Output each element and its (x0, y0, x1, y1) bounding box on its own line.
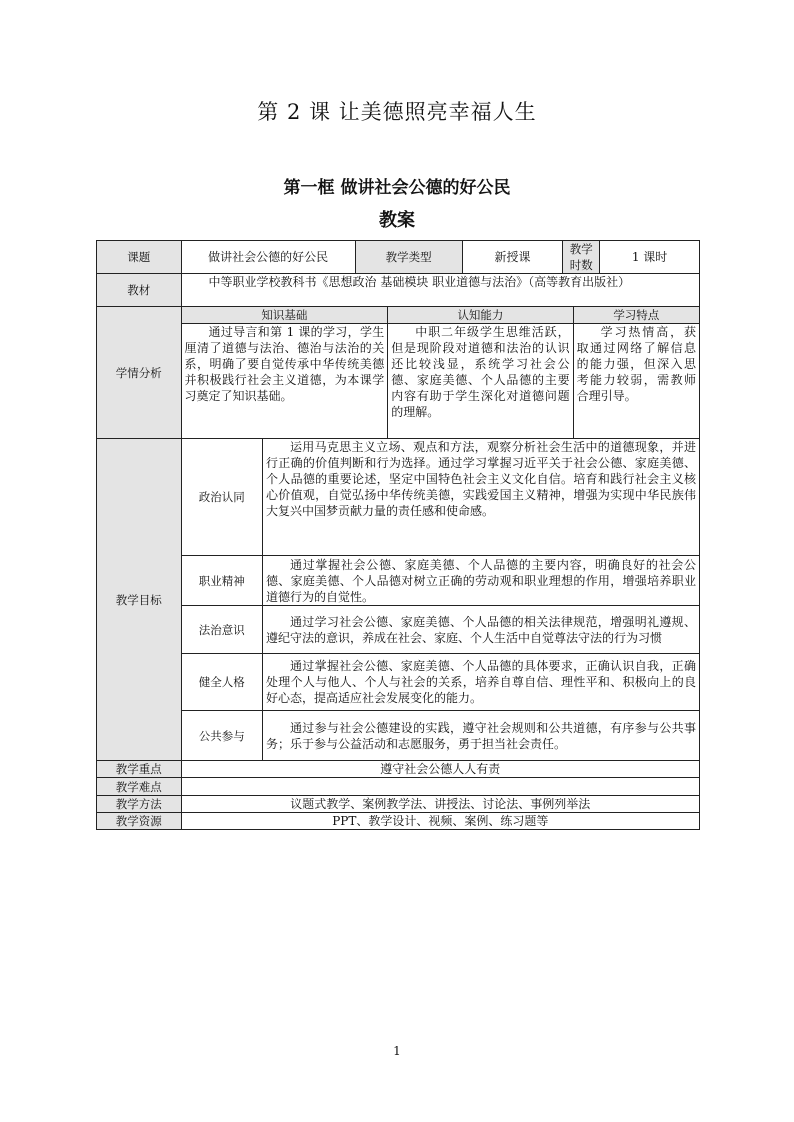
analysis-label: 学情分析 (97, 307, 182, 439)
analysis-header-row (97, 307, 700, 324)
textbook-row (97, 274, 700, 307)
textbook-value: 中等职业学校教科书《思想政治 基础模块 职业道德与法治》（高等教育出版社） (181, 274, 699, 307)
bottom-row-label: 教学方法 (97, 796, 182, 813)
analysis-features: 学习热情高，获取通过网络了解信息的能力强，但深入思考能力较弱，需教师合理引导。 (573, 324, 699, 439)
lesson-plan-table (96, 240, 700, 830)
goal-name: 法治意识 (181, 606, 262, 654)
goal-text: 通过参与社会公德建设的实践，遵守社会规则和公共道德，有序参与公共事务；乐于参与公益活动和志愿服务，勇于担当社会责任。 (263, 711, 700, 761)
hours-label: 教学时数 (563, 241, 600, 274)
lesson-title: 第 2 课 让美德照亮幸福人生 (257, 100, 537, 124)
bottom-row-value (181, 778, 699, 796)
goal-row (97, 711, 700, 761)
bottom-row-value: 遵守社会公德人人有责 (181, 761, 699, 778)
bottom-row-label: 教学重点 (97, 761, 182, 778)
textbook-label: 教材 (97, 274, 182, 307)
goal-row (97, 654, 700, 711)
analysis-header-knowledge: 知识基础 (181, 307, 388, 324)
goal-name: 健全人格 (181, 654, 262, 711)
bottom-row (97, 813, 700, 830)
section-title: 第一框 做讲社会公德的好公民 (283, 178, 511, 198)
bottom-row (97, 761, 700, 778)
goal-name: 公共参与 (181, 711, 262, 761)
goal-text: 通过学习社会公德、家庭美德、个人品德的相关法律规范，增强明礼遵规、遵纪守法的意识，养成在社会、家庭、个人生活中自觉尊法守法的行为习惯 (263, 606, 700, 654)
analysis-content-row (97, 324, 700, 439)
goal-text: 通过掌握社会公德、家庭美德、个人品德的具体要求，正确认识自我，正确处理个人与他人、个人与社会的关系，培养自尊自信、理性平和、积极向上的良好心态，提高适应社会发展变化的能力。 (263, 654, 700, 711)
analysis-knowledge: 通过导言和第 1 课的学习，学生厘清了道德与法治、德治与法治的关系，明确了要自觉传承中华传统美德并积极践行社会主义道德，为本课学习奠定了知识基础。 (181, 324, 388, 439)
topic-value: 做讲社会公德的好公民 (181, 241, 355, 274)
goal-text: 通过掌握社会公德、家庭美德、个人品德的主要内容，明确良好的社会公德、家庭美德、个人品德对树立正确的劳动观和职业理想的作用，增强培养职业道德行为的自觉性。 (263, 556, 700, 606)
page-number: 1 (393, 1044, 401, 1058)
analysis-header-cognition: 认知能力 (388, 307, 573, 324)
type-label: 教学类型 (355, 241, 462, 274)
bottom-row-value: 议题式教学、案例教学法、讲授法、讨论法、事例列举法 (181, 796, 699, 813)
goal-row (97, 606, 700, 654)
bottom-row-label: 教学难点 (97, 778, 182, 796)
type-value: 新授课 (462, 241, 563, 274)
bottom-row-label: 教学资源 (97, 813, 182, 830)
goal-text: 运用马克思主义立场、观点和方法，观察分析社会生活中的道德现象，并进行正确的价值判断和行为选择。通过学习掌握习近平关于社会公德、家庭美德、个人品德的重要论述，坚定中国特色社会主义文化自信。培育和践行社会主义核心价值观，自觉弘扬中华传统美德，实践爱国主义精神，增强为实现中华民族伟大复兴中国梦贡献力量的责任感和使命感。 (263, 439, 700, 556)
topic-label: 课题 (97, 241, 182, 274)
goal-row (97, 556, 700, 606)
analysis-cognition: 中职二年级学生思维活跃，但是现阶段对道德和法治的认识还比较浅显，系统学习社会公德、家庭美德、个人品德的主要内容有助于学生深化对道德问题的理解。 (388, 324, 573, 439)
goal-name: 政治认同 (181, 439, 262, 556)
analysis-header-features: 学习特点 (573, 307, 699, 324)
plan-title: 教案 (379, 210, 415, 231)
goal-name: 职业精神 (181, 556, 262, 606)
goal-row (97, 439, 700, 556)
goals-label: 教学目标 (97, 439, 182, 761)
bottom-row (97, 796, 700, 813)
bottom-row-value: PPT、教学设计、视频、案例、练习题等 (181, 813, 699, 830)
info-row (97, 241, 700, 274)
bottom-row (97, 778, 700, 796)
hours-value: 1 课时 (600, 241, 700, 274)
